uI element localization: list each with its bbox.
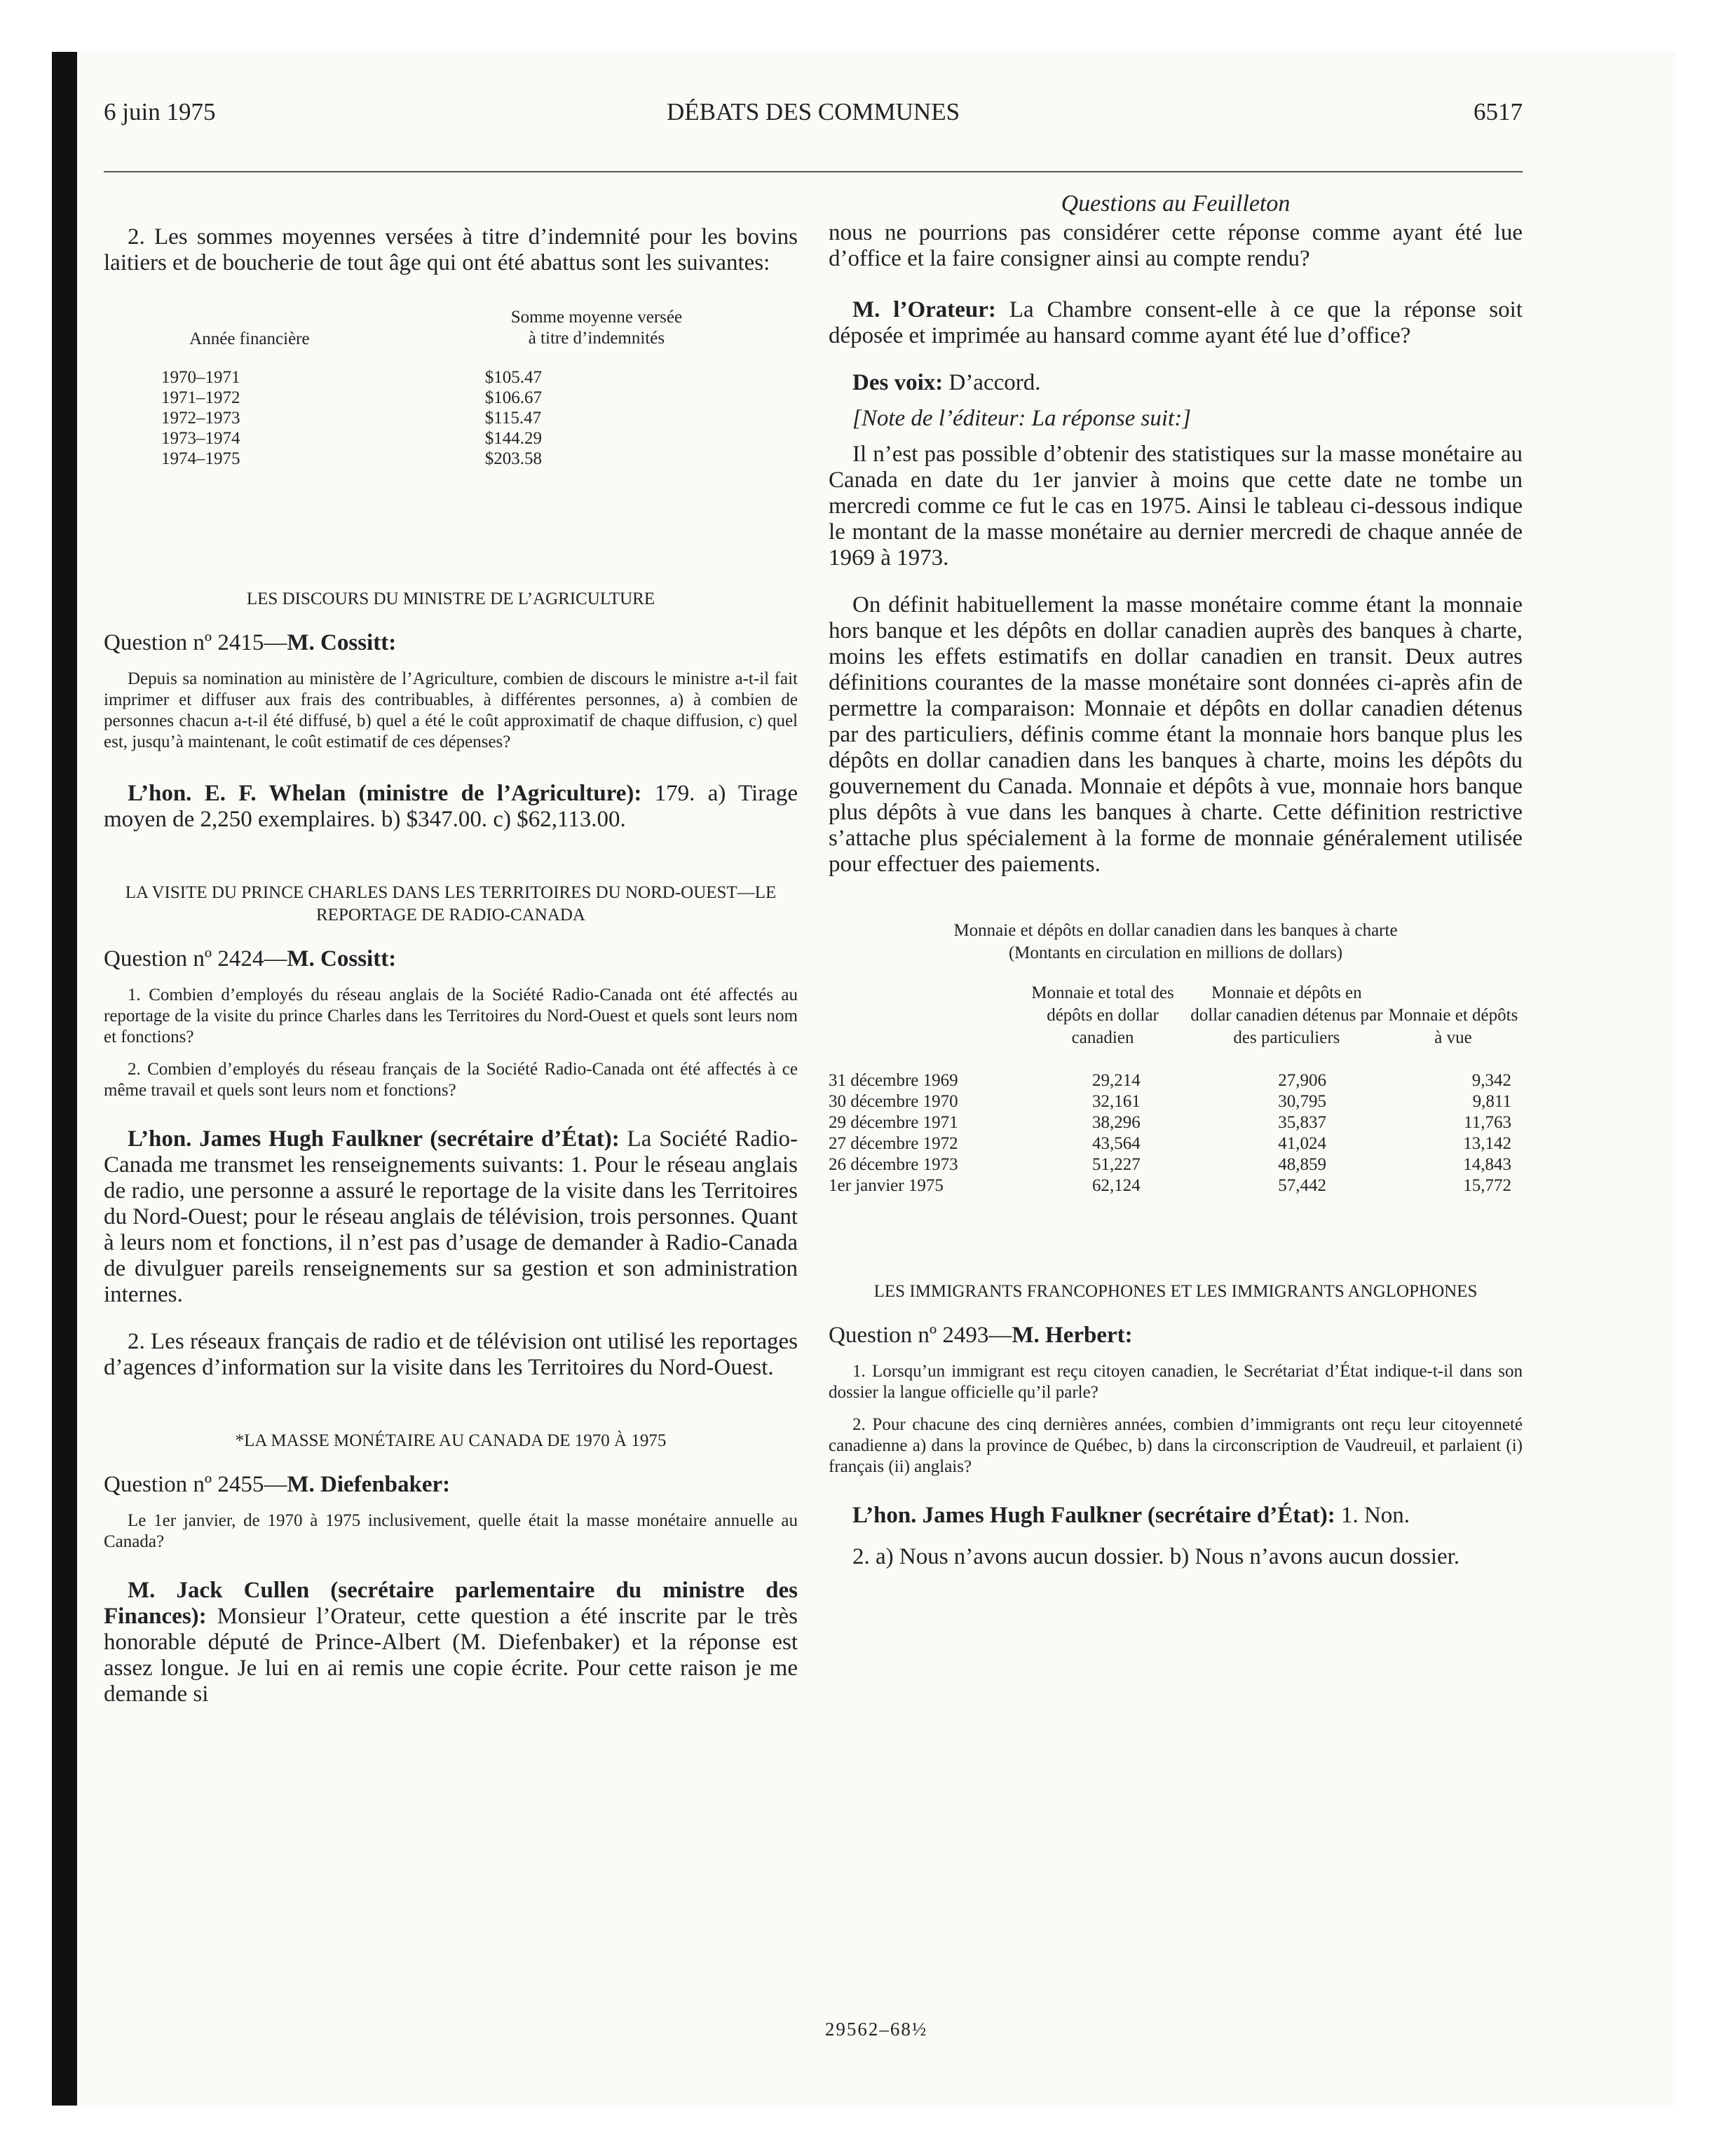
question-2415-head: Question nº 2415—M. Cossitt:: [104, 630, 397, 655]
header-publication: DÉBATS DES COMMUNES: [666, 98, 960, 125]
answer-2455: M. Jack Cullen (secrétaire parlementaire du ministre des Finances): Monsieur l’Orateur, cette question a été inscrite par le très honorable député de Prince-Albert (M. Diefenbaker) et la réponse est assez longue. Je lui en ai remis une copie écrite. Pour cette raison je me demande si: [104, 1578, 798, 1707]
question-2455-text: Le 1er janvier, de 1970 à 1975 inclusivement, quelle était la masse monétaire annuelle au Canada?: [104, 1511, 798, 1551]
indemnity-table: [104, 307, 798, 469]
indemnity-row: [104, 408, 798, 428]
voices-paragraph: Des voix: D’accord.: [852, 370, 1041, 395]
money-vue: 11,763: [1464, 1113, 1511, 1132]
money-header-vue: Monnaie et dépôts à vue: [1388, 1006, 1518, 1047]
indemnity-col-amount-header: Somme moyenne versée à titre d’indemnités: [510, 308, 683, 348]
money-table-caption: Monnaie et dépôts en dollar canadien dans les banques à charte (Montants en circulation en millions de dollars): [953, 921, 1398, 962]
money-vue: 13,142: [1463, 1134, 1511, 1153]
scan-edge: [52, 52, 77, 2106]
section-title-masse-monetaire: *LA MASSE MONÉTAIRE AU CANADA DE 1970 À 1975: [235, 1431, 667, 1450]
money-date: 1er janvier 1975: [829, 1176, 944, 1195]
indemnity-col-year-header: Année financière: [189, 329, 310, 348]
right-column: [829, 177, 1523, 1580]
money-header-particuliers: Monnaie et dépôts en dollar canadien détenus par des particuliers: [1190, 983, 1383, 1047]
answer-2415: L’hon. E. F. Whelan (ministre de l’Agriculture): 179. a) Tirage moyen de 2,250 exemplaires. b) $347.00. c) $62,113.00.: [104, 781, 798, 832]
money-para-1: Il n’est pas possible d’obtenir des statistiques sur la masse monétaire au Canada en date du 1er janvier à moins que cette date ne tombe un mercredi comme ce fut le cas en 1975. Ainsi le tableau ci-dessous indique le montant de la masse monétaire au dernier mercredi de chaque année de 1969 à 1973.: [829, 442, 1523, 571]
answer-2493-1: L’hon. James Hugh Faulkner (secrétaire d’État): 1. Non.: [852, 1503, 1410, 1528]
indemnity-row: [104, 428, 798, 449]
indemnity-year: 1971–1972: [161, 388, 240, 407]
money-vue: 9,342: [1471, 1071, 1511, 1090]
indemnity-year: 1970–1971: [161, 368, 240, 387]
money-row: [829, 1112, 1523, 1133]
money-row: [829, 1091, 1523, 1112]
indemnity-year: 1973–1974: [161, 429, 240, 448]
money-total: 32,161: [1092, 1092, 1141, 1111]
question-2455-head: Question nº 2455—M. Diefenbaker:: [104, 1472, 451, 1497]
money-total: 29,214: [1092, 1071, 1141, 1090]
money-row: [829, 1070, 1523, 1091]
question-2493-text-1: 1. Lorsqu’un immigrant est reçu citoyen canadien, le Secrétariat d’État indique-t-il dans son dossier la langue officielle qu’il parle?: [829, 1362, 1523, 1402]
question-2493-head: Question nº 2493—M. Herbert:: [829, 1323, 1133, 1348]
money-vue: 9,811: [1472, 1092, 1511, 1111]
page-header: [104, 88, 1523, 126]
section-title-immigrants: LES IMMIGRANTS FRANCOPHONES ET LES IMMIGRANTS ANGLOPHONES: [873, 1282, 1478, 1301]
left-column: [104, 177, 798, 1717]
question-2424-head: Question nº 2424—M. Cossitt:: [104, 946, 397, 971]
money-para-2: On définit habituellement la masse monétaire comme étant la monnaie hors banque et les dépôts en dollar canadien auprès des banques à charte, moins les effets estimatifs en dollar canadien en transit. Deux autres définitions courantes de la masse monétaire sont données ci-après afin de permettre la comparaison: Monnaie et dépôts en dollar canadien détenus par des particuliers, définis comme étant la monnaie hors banque plus les dépôts en dollar canadien dans les banques à charte, moins les dépôts du gouvernement du Canada. Monnaie et dépôts à vue, monnaie hors banque plus dépôts à vue dans les banques à charte. Cette définition restrictive s’attache plus spécialement à la forme de monnaie généralement utilisée pour effectuer des paiements.: [829, 592, 1523, 877]
money-vue: 14,843: [1463, 1155, 1511, 1174]
money-particuliers: 27,906: [1278, 1071, 1326, 1090]
money-date: 31 décembre 1969: [829, 1071, 958, 1090]
money-date: 27 décembre 1972: [829, 1134, 958, 1153]
money-total: 43,564: [1092, 1134, 1141, 1153]
money-row: [829, 1154, 1523, 1175]
money-row: [829, 1175, 1523, 1196]
money-particuliers: 48,859: [1278, 1155, 1326, 1174]
question-2424-text-2: 2. Combien d’employés du réseau français de la Société Radio-Canada ont été affectés à ce même travail et quels sont leurs nom et fonctions?: [104, 1060, 798, 1100]
intro-paragraph: 2. Les sommes moyennes versées à titre d’indemnité pour les bovins laitiers et de boucherie de tout âge qui ont été abattus sont les suivantes:: [104, 224, 798, 275]
indemnity-amount: $106.67: [484, 388, 543, 407]
indemnity-amount: $105.47: [484, 368, 543, 387]
editor-note: [Note de l’éditeur: La réponse suit:]: [852, 406, 1192, 431]
indemnity-amount: $144.29: [484, 429, 543, 448]
money-date: 30 décembre 1970: [829, 1092, 958, 1111]
question-2493-text-2: 2. Pour chacune des cinq dernières années, combien d’immigrants ont reçu leur citoyenneté canadienne a) dans la province de Québec, b) dans la circonscription de Vaudreuil, et parlaient (i) français (ii) anglais?: [829, 1415, 1523, 1476]
money-particuliers: 30,795: [1278, 1092, 1326, 1111]
money-total: 38,296: [1092, 1113, 1141, 1132]
money-date: 26 décembre 1973: [829, 1155, 958, 1174]
money-header-total: Monnaie et total des dépôts en dollar canadien: [1031, 983, 1174, 1047]
continuation-paragraph: nous ne pourrions pas considérer cette réponse comme ayant été lue d’office et la faire consigner ainsi au compte rendu?: [829, 220, 1523, 271]
indemnity-year: 1974–1975: [161, 449, 240, 468]
indemnity-year: 1972–1973: [161, 409, 240, 428]
question-2424-text-1: 1. Combien d’employés du réseau anglais de la Société Radio-Canada ont été affectés au reportage de la visite du prince Charles dans les Territoires du Nord-Ouest et quels sont leurs nom et fonctions?: [104, 985, 798, 1046]
money-vue: 15,772: [1463, 1176, 1511, 1195]
answer-2424-1: L’hon. James Hugh Faulkner (secrétaire d’État): La Société Radio-Canada me transmet les renseignements suivants: 1. Pour le réseau anglais de radio, une personne a assuré le reportage de la visite dans les Territoires du Nord-Ouest; pour le réseau anglais de télévision, trois personnes. Quant à leurs nom et fonctions, il n’est pas d’usage de demander à Radio-Canada de divulguer pareils renseignements sur sa gestion et son administration internes.: [104, 1126, 798, 1307]
page-footer-code: 29562–68½: [824, 2019, 928, 2040]
money-row: [829, 1133, 1523, 1154]
money-date: 29 décembre 1971: [829, 1113, 958, 1132]
running-head: Questions au Feuilleton: [1061, 191, 1291, 217]
indemnity-row: [104, 449, 798, 469]
money-table: [829, 920, 1523, 1196]
indemnity-row: [104, 388, 798, 408]
orateur-paragraph: M. l’Orateur: La Chambre consent-elle à ce que la réponse soit déposée et imprimée au hansard comme ayant été lue d’office?: [829, 297, 1523, 348]
header-page-number: 6517: [1474, 98, 1523, 125]
indemnity-amount: $203.58: [484, 449, 543, 468]
money-particuliers: 57,442: [1278, 1176, 1326, 1195]
section-title-prince-charles: LA VISITE DU PRINCE CHARLES DANS LES TERRITOIRES DU NORD-OUEST—LE REPORTAGE DE RADIO-CANADA: [125, 883, 777, 925]
money-total: 51,227: [1092, 1155, 1141, 1174]
money-particuliers: 41,024: [1278, 1134, 1326, 1153]
section-title-agriculture: LES DISCOURS DU MINISTRE DE L’AGRICULTURE: [246, 589, 655, 608]
money-total: 62,124: [1092, 1176, 1141, 1195]
question-2415-text: Depuis sa nomination au ministère de l’Agriculture, combien de discours le ministre a-t-il fait imprimer et diffuser aux frais des contribuables, à différentes personnes, a) à combien de personnes chacun a-t-il été diffusé, b) quel a été le coût approximatif de chaque diffusion, c) quel est, jusqu’à maintenant, le coût estimatif de ces dépenses?: [104, 669, 798, 751]
indemnity-row: [104, 367, 798, 388]
header-rule: [104, 171, 1523, 172]
answer-2493-2: 2. a) Nous n’avons aucun dossier. b) Nous n’avons aucun dossier.: [852, 1544, 1460, 1569]
answer-2424-2: 2. Les réseaux français de radio et de télévision ont utilisé les reportages d’agences d’information sur la visite dans les Territoires du Nord-Ouest.: [104, 1329, 798, 1380]
money-particuliers: 35,837: [1278, 1113, 1326, 1132]
header-date: 6 juin 1975: [104, 98, 216, 125]
indemnity-amount: $115.47: [484, 409, 542, 428]
